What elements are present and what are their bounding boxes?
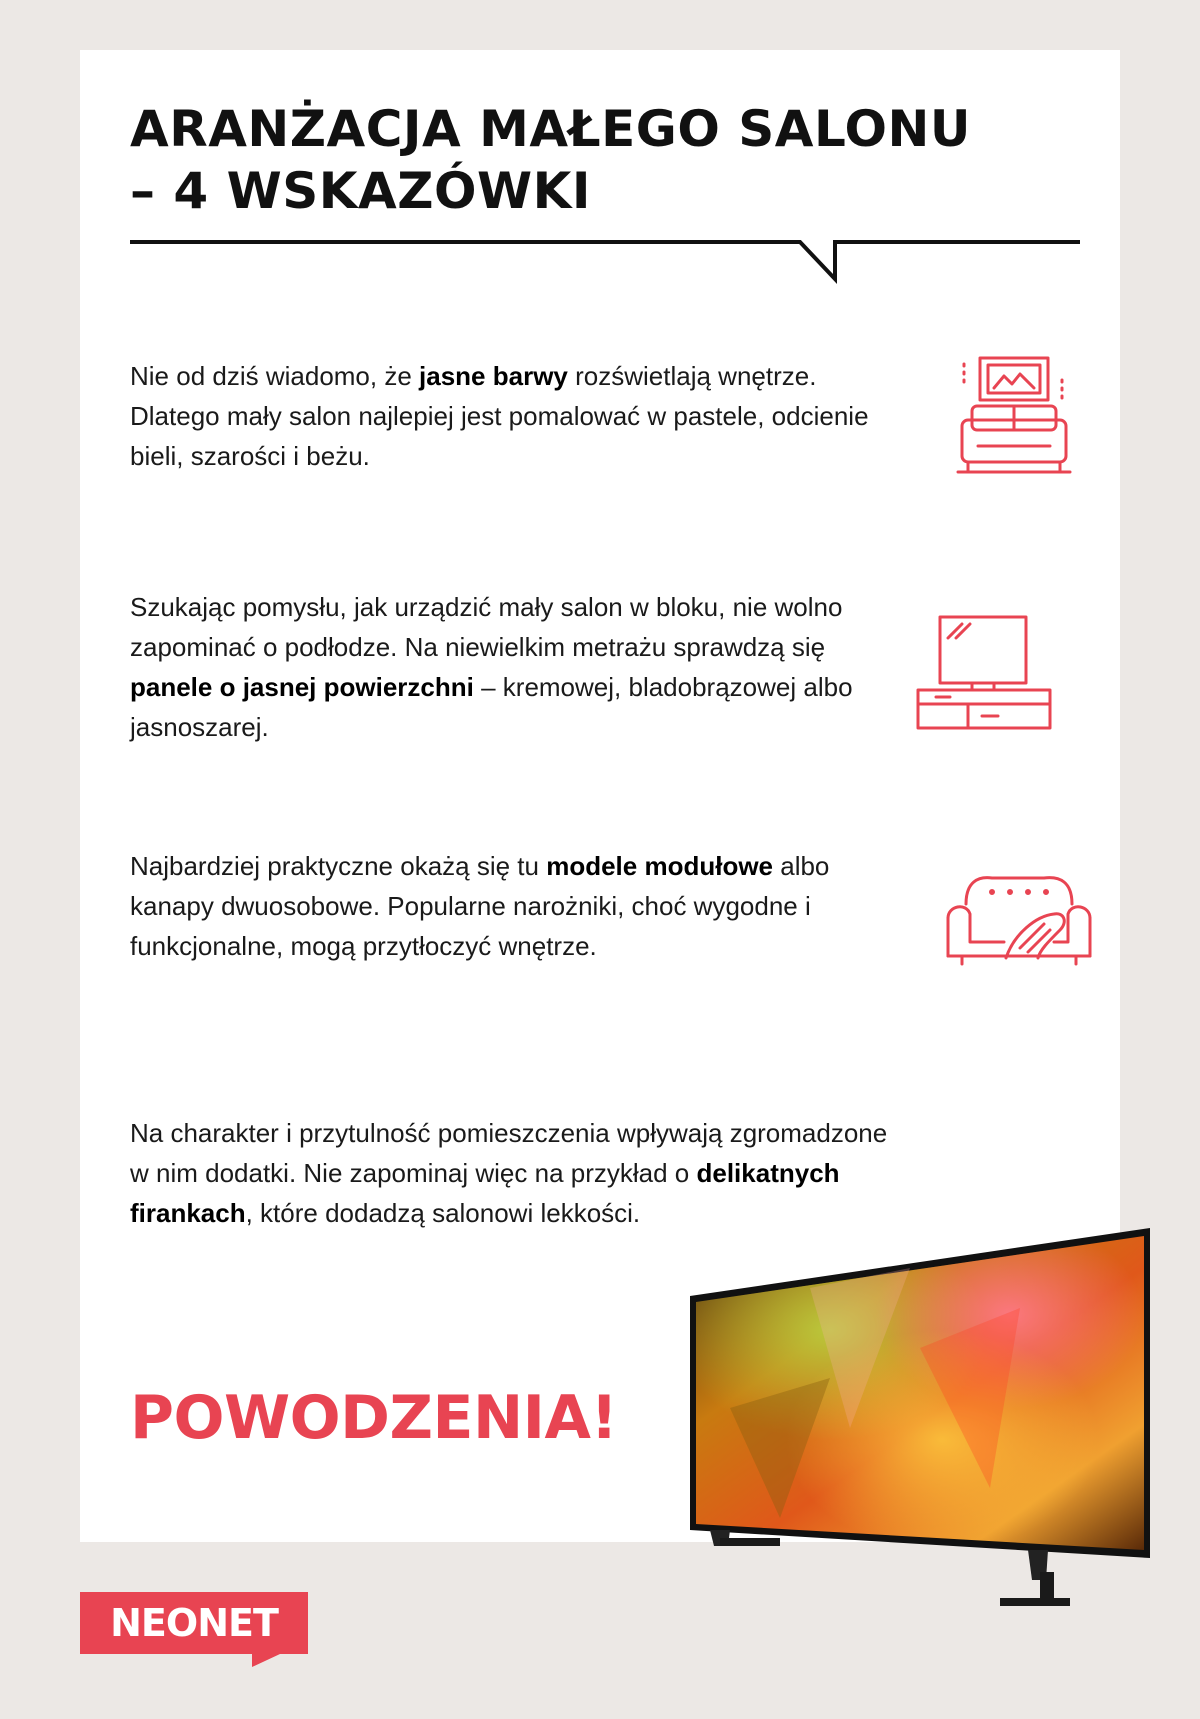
tip-2-text: Szukając pomysłu, jak urządzić mały salon w bloku, nie wolno zapominać o podłodze. Na niewielkim metrażu sprawdzą się panele o jasnej powierzchni – kremowej, bladobrązowej albo jasnoszarej. <box>130 592 860 742</box>
logo-text: NEONET <box>110 1601 278 1645</box>
closing-text: POWODZENIA! <box>130 1383 618 1453</box>
tv-image <box>690 1228 1160 1618</box>
page-title <box>130 98 1090 222</box>
tip-1-text: Nie od dziś wiadomo, że jasne barwy rozświetlają wnętrze. Dlatego mały salon najlepiej jest pomalować w pastele, odcienie bieli, szarości i beżu. <box>130 361 876 471</box>
sofa-with-blanket-icon <box>944 872 1094 968</box>
title-line-2: – 4 WSKAZÓWKI <box>130 162 591 220</box>
tv-cabinet-icon <box>916 614 1052 732</box>
speech-bubble-divider <box>130 234 1080 294</box>
living-room-sofa-icon <box>950 354 1080 476</box>
tip-4-text: Na charakter i przytulność pomieszczenia wpływają zgromadzone w nim dodatki. Nie zapominaj więc na przykład o delikatnych firankach, które dodadzą salonowi lekkości. <box>130 1118 895 1228</box>
neonet-logo[interactable] <box>80 1592 308 1667</box>
title-line-1: ARANŻACJA MAŁEGO SALONU <box>130 100 971 158</box>
tip-3-text: Najbardziej praktyczne okażą się tu modele modułowe albo kanapy dwuosobowe. Popularne narożniki, choć wygodne i funkcjonalne, mogą przytłoczyć wnętrze. <box>130 851 837 961</box>
